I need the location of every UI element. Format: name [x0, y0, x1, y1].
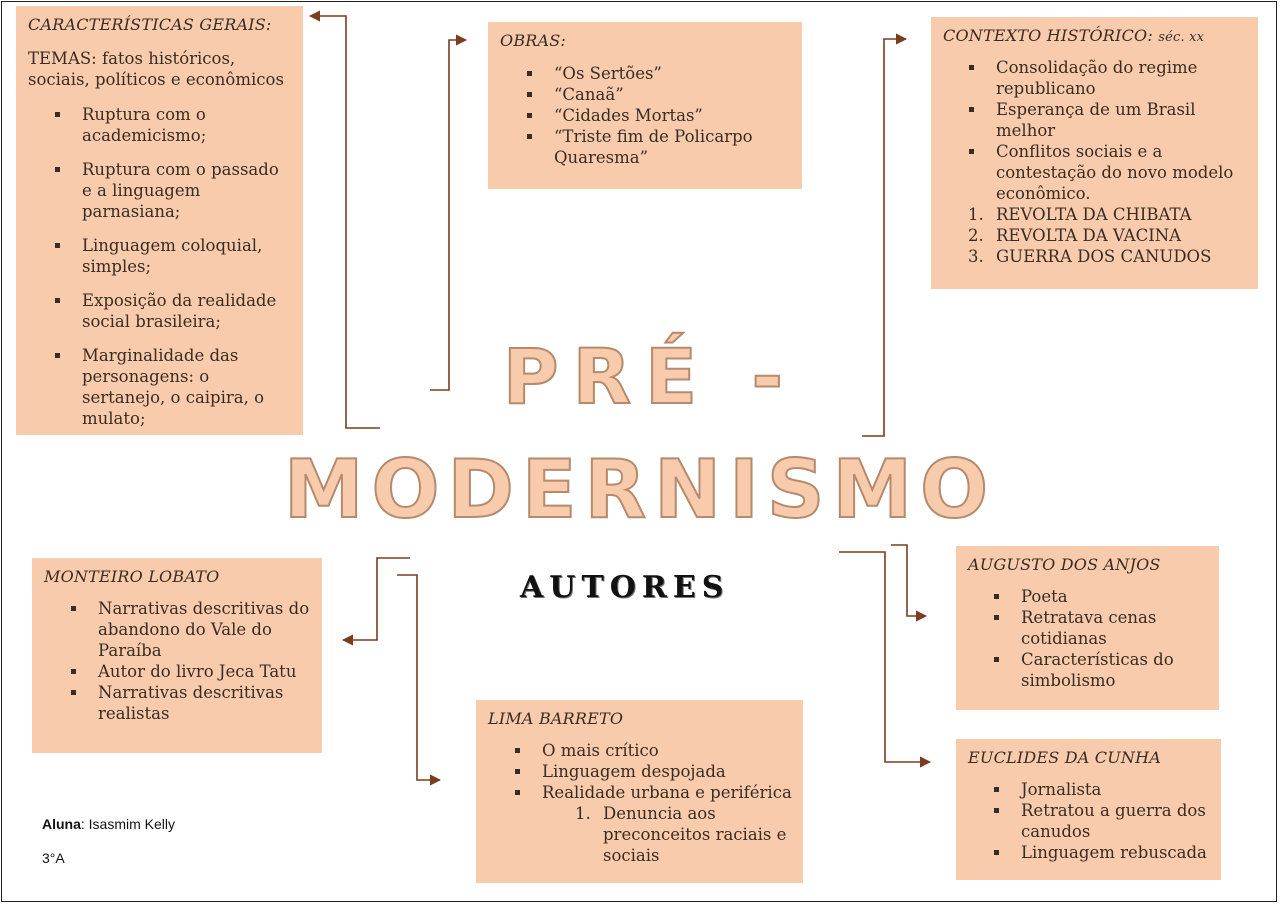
list-item: Poeta: [1021, 586, 1216, 607]
contexto-heading: [943, 25, 1258, 48]
list-item: Linguagem coloquial, simples;: [82, 235, 287, 277]
numbered-item: [575, 803, 803, 866]
aluna-name: : Isasmim Kelly: [80, 816, 176, 832]
list-item: “Cidades Mortas”: [554, 105, 784, 126]
list-item: Exposição da realidade social brasileira;: [82, 290, 287, 332]
numbered-text: REVOLTA DA CHIBATA: [996, 205, 1192, 224]
caracteristicas-box: [16, 6, 303, 435]
obras-list: [500, 63, 802, 168]
list-item: Linguagem despojada: [542, 761, 802, 782]
arrow-to-contexto: [862, 39, 906, 436]
list-item: Ruptura com o academicismo;: [82, 104, 287, 146]
list-item: Retratava cenas cotidianas: [1021, 607, 1216, 649]
number-label: 1.: [968, 205, 984, 224]
list-item: Retratou a guerra dos canudos: [1021, 800, 1221, 842]
number-label: 3.: [968, 247, 984, 266]
augusto-heading: AUGUSTO DOS ANJOS: [968, 555, 1161, 574]
list-item: “Os Sertões”: [554, 63, 784, 84]
arrow-to-caracteristicas: [310, 16, 380, 428]
caracteristicas-list: [28, 104, 303, 429]
list-item: Conflitos sociais e a contestação do novo modelo econômico.: [996, 141, 1246, 204]
aluna-line: [42, 816, 175, 832]
list-item: Narrativas descritivas do abandono do Vale do Paraíba: [98, 598, 323, 661]
contexto-heading-text: CONTEXTO HISTÓRICO:: [943, 26, 1153, 45]
title-line2: MODERNISMO: [283, 443, 997, 536]
euclides-list: [968, 779, 1221, 863]
number-label: 2.: [968, 226, 984, 245]
title-line1: PRÉ -: [502, 332, 798, 421]
contexto-box: [931, 17, 1258, 289]
numbered-item: [968, 246, 1258, 267]
list-item: Consolidação do regime republicano: [996, 57, 1246, 99]
arrow-to-augusto: [891, 545, 926, 616]
numbered-item: [968, 204, 1258, 225]
obras-heading: OBRAS:: [500, 31, 567, 50]
number-label: 1.: [575, 804, 591, 823]
turma-label: 3°A: [42, 850, 65, 866]
lima-list: [488, 740, 803, 803]
list-item: Marginalidade das personagens: o sertanejo, o caipira, o mulato;: [82, 345, 287, 429]
list-item: Narrativas descritivas realistas: [98, 682, 323, 724]
arrow-to-monteiro: [343, 558, 410, 640]
numbered-text: REVOLTA DA VACINA: [996, 226, 1182, 245]
list-item: Autor do livro Jeca Tatu: [98, 661, 323, 682]
lima-heading: LIMA BARRETO: [488, 709, 624, 728]
list-item: “Triste fim de Policarpo Quaresma”: [554, 126, 784, 168]
numbered-item: [968, 225, 1258, 246]
augusto-box: [956, 546, 1219, 710]
euclides-box: [956, 739, 1221, 880]
arrow-to-lima: [397, 575, 440, 780]
obras-box: [488, 22, 802, 189]
monteiro-list: [44, 598, 322, 724]
list-item: “Canaã”: [554, 84, 784, 105]
list-item: Linguagem rebuscada: [1021, 842, 1221, 863]
numbered-text: GUERRA DOS CANUDOS: [996, 247, 1212, 266]
temas-text: TEMAS: fatos históricos, sociais, políticos e econômicos: [28, 49, 284, 89]
list-item: Jornalista: [1021, 779, 1221, 800]
autores-label: AUTORES: [520, 570, 730, 605]
contexto-numbered-list: [943, 204, 1258, 267]
list-item: Realidade urbana e periférica: [542, 782, 802, 803]
list-item: Ruptura com o passado e a linguagem parnasiana;: [82, 159, 287, 222]
contexto-heading-suffix: séc. xx: [1158, 30, 1205, 45]
monteiro-heading: MONTEIRO LOBATO: [44, 567, 220, 586]
contexto-list: [943, 57, 1258, 204]
augusto-list: [968, 586, 1219, 691]
lima-box: [476, 700, 803, 883]
list-item: Esperança de um Brasil melhor: [996, 99, 1246, 141]
caracteristicas-heading: CARACTERÍSTICAS GERAIS:: [28, 15, 272, 34]
aluna-label: Aluna: [42, 816, 81, 832]
numbered-text: Denuncia aos preconceitos raciais e sociais: [603, 804, 787, 865]
euclides-heading: EUCLIDES DA CUNHA: [968, 748, 1162, 767]
list-item: Características do simbolismo: [1021, 649, 1216, 691]
lima-numbered-list: [488, 803, 803, 866]
arrow-to-euclides: [839, 552, 930, 762]
monteiro-box: [32, 558, 322, 753]
list-item: O mais crítico: [542, 740, 802, 761]
